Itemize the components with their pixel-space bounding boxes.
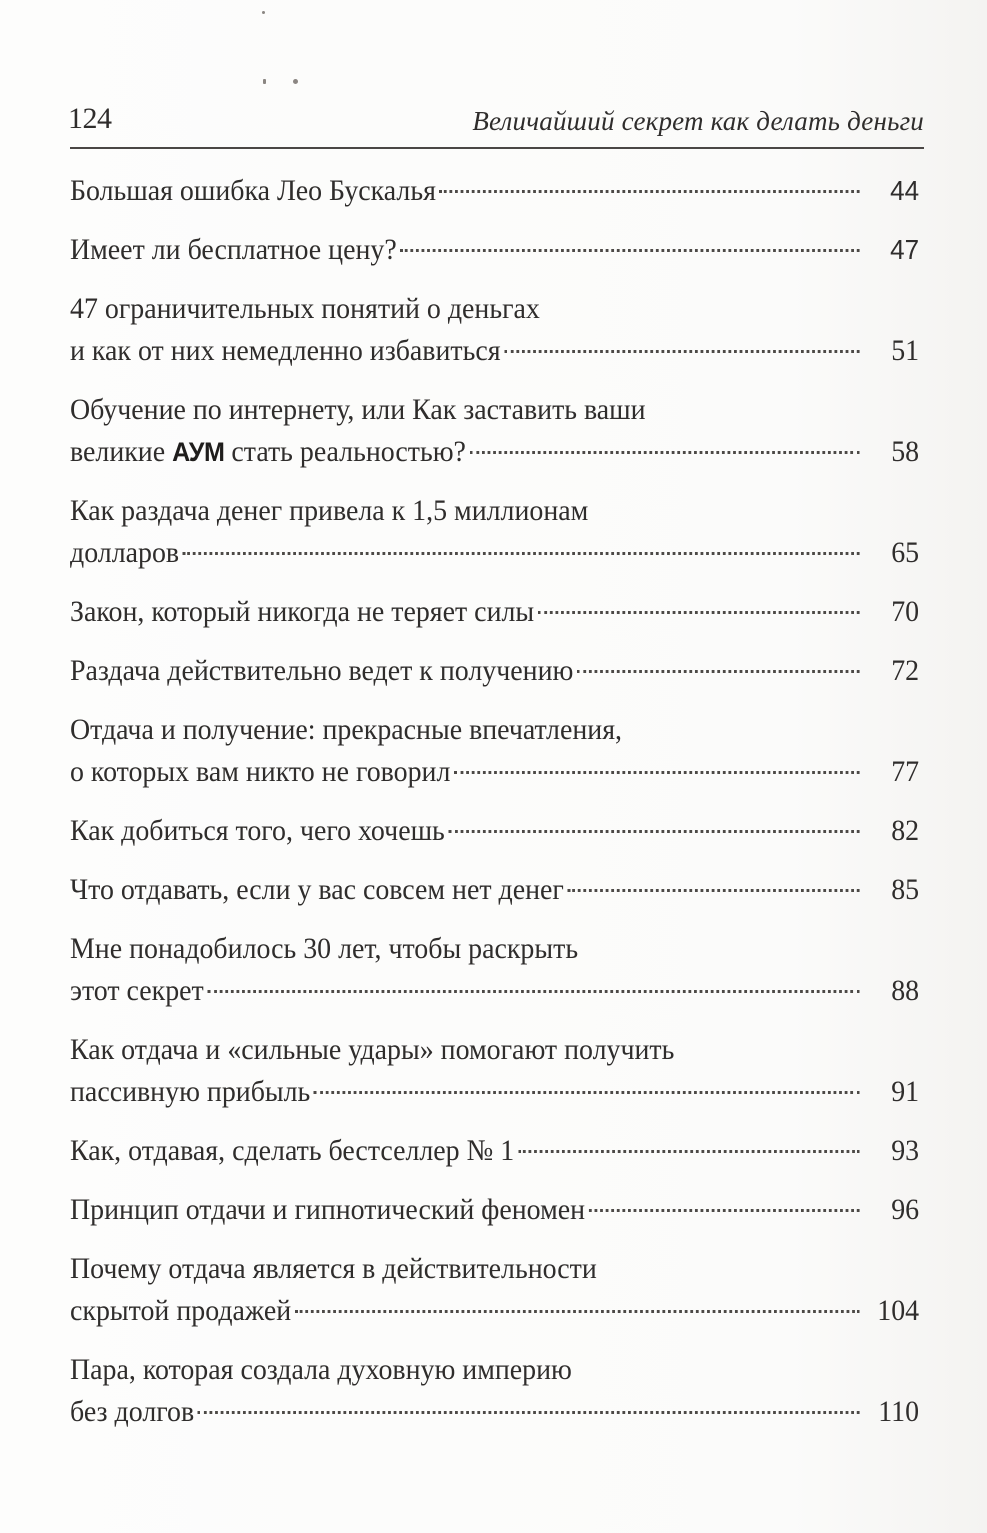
dot-leader [449,810,860,833]
dot-leader [577,650,860,673]
entry-title: без долгов [70,1395,195,1428]
entry-title-line: Пара, которая создала духовную империю [70,1353,572,1386]
toc-entry[interactable] [70,869,919,911]
entry-title: Имеет ли бесплатное цену? [70,233,397,266]
scan-speck [293,79,298,84]
toc-entry[interactable] [70,389,919,473]
entry-title: Как добиться того, чего хочешь [70,814,445,847]
entry-title: долларов [70,536,180,569]
dot-leader [568,869,860,892]
scan-speck [262,11,265,14]
dot-leader [198,1391,860,1414]
toc-entry[interactable] [70,709,919,793]
entry-title: скрытой продажей [70,1294,292,1327]
entry-page-number: 44 [890,175,920,206]
entry-page-number: 70 [891,595,920,628]
entry-page-number: 51 [891,334,920,367]
page-header [66,100,924,144]
dot-leader [207,970,859,993]
entry-title-suffix: стать реальностью? [224,435,466,468]
toc-entry[interactable] [70,1130,919,1172]
dot-leader [295,1290,860,1313]
dot-leader [470,431,860,454]
entry-page-number: 104 [877,1294,920,1327]
entry-title [70,431,466,473]
entry-title: Раздача действительно ведет к получению [70,654,574,687]
toc-entry[interactable] [70,170,919,212]
entry-title-line: Отдача и получение: прекрасные впечатления, [70,713,623,746]
toc-entry[interactable] [70,1189,919,1231]
entry-title-prefix: великие [70,435,173,468]
dot-leader [538,591,860,614]
entry-title: пассивную прибыль [70,1075,311,1108]
dot-leader [440,170,860,193]
entry-page-number: 96 [891,1193,920,1226]
dot-leader [183,532,860,555]
entry-page-number: 77 [891,755,920,788]
entry-title: Что отдавать, если у вас совсем нет денег [70,873,564,906]
entry-page-number: 110 [878,1395,920,1428]
dot-leader [314,1071,860,1094]
entry-page-number: 72 [891,654,920,687]
entry-page-number: 47 [890,234,920,265]
entry-page-number: 91 [891,1075,920,1108]
entry-title: Как, отдавая, сделать бестселлер № 1 [70,1134,515,1167]
toc-entry[interactable] [70,288,919,372]
aum-emphasis: АУМ [172,437,225,467]
entry-page-number: 93 [891,1134,920,1167]
entry-page-number: 85 [891,873,920,906]
toc-entry[interactable] [70,928,919,1012]
scan-speck [263,79,266,84]
entry-title-line: Почему отдача является в действительности [70,1252,597,1285]
entry-title-line: Как отдача и «сильные удары» помогают получить [70,1033,675,1066]
dot-leader [504,330,859,353]
entry-page-number: 65 [891,536,920,569]
table-of-contents [70,170,920,1450]
entry-title-line: 47 ограничительных понятий о деньгах [70,292,540,325]
toc-entry[interactable] [70,810,919,852]
entry-title: этот секрет [70,974,204,1007]
entry-page-number: 88 [891,974,920,1007]
dot-leader [454,751,859,774]
entry-title-line: Мне понадобилось 30 лет, чтобы раскрыть [70,932,579,965]
entry-title: и как от них немедленно избавиться [70,334,501,367]
entry-page-number: 58 [891,435,920,468]
header-rule [70,147,924,149]
entry-title-line: Обучение по интернету, или Как заставить ваши [70,393,646,426]
dot-leader [518,1130,860,1153]
entry-page-number: 82 [891,814,920,847]
dot-leader [400,229,859,252]
entry-title: о которых вам никто не говорил [70,755,451,788]
toc-entry[interactable] [70,1248,919,1332]
page-number: 124 [68,102,112,135]
toc-entry[interactable] [70,650,919,692]
entry-title-line: Как раздача денег привела к 1,5 миллионам [70,494,589,527]
toc-entry[interactable] [70,591,919,633]
toc-entry[interactable] [70,1029,919,1113]
running-title: Величайший секрет как делать деньги [472,106,924,136]
entry-title: Большая ошибка Лео Бускалья [70,174,436,207]
entry-title: Принцип отдачи и гипнотический феномен [70,1193,586,1226]
toc-entry[interactable] [70,490,919,574]
entry-title: Закон, который никогда не теряет силы [70,595,535,628]
dot-leader [589,1189,860,1212]
toc-entry[interactable] [70,229,919,271]
toc-entry[interactable] [70,1349,919,1433]
